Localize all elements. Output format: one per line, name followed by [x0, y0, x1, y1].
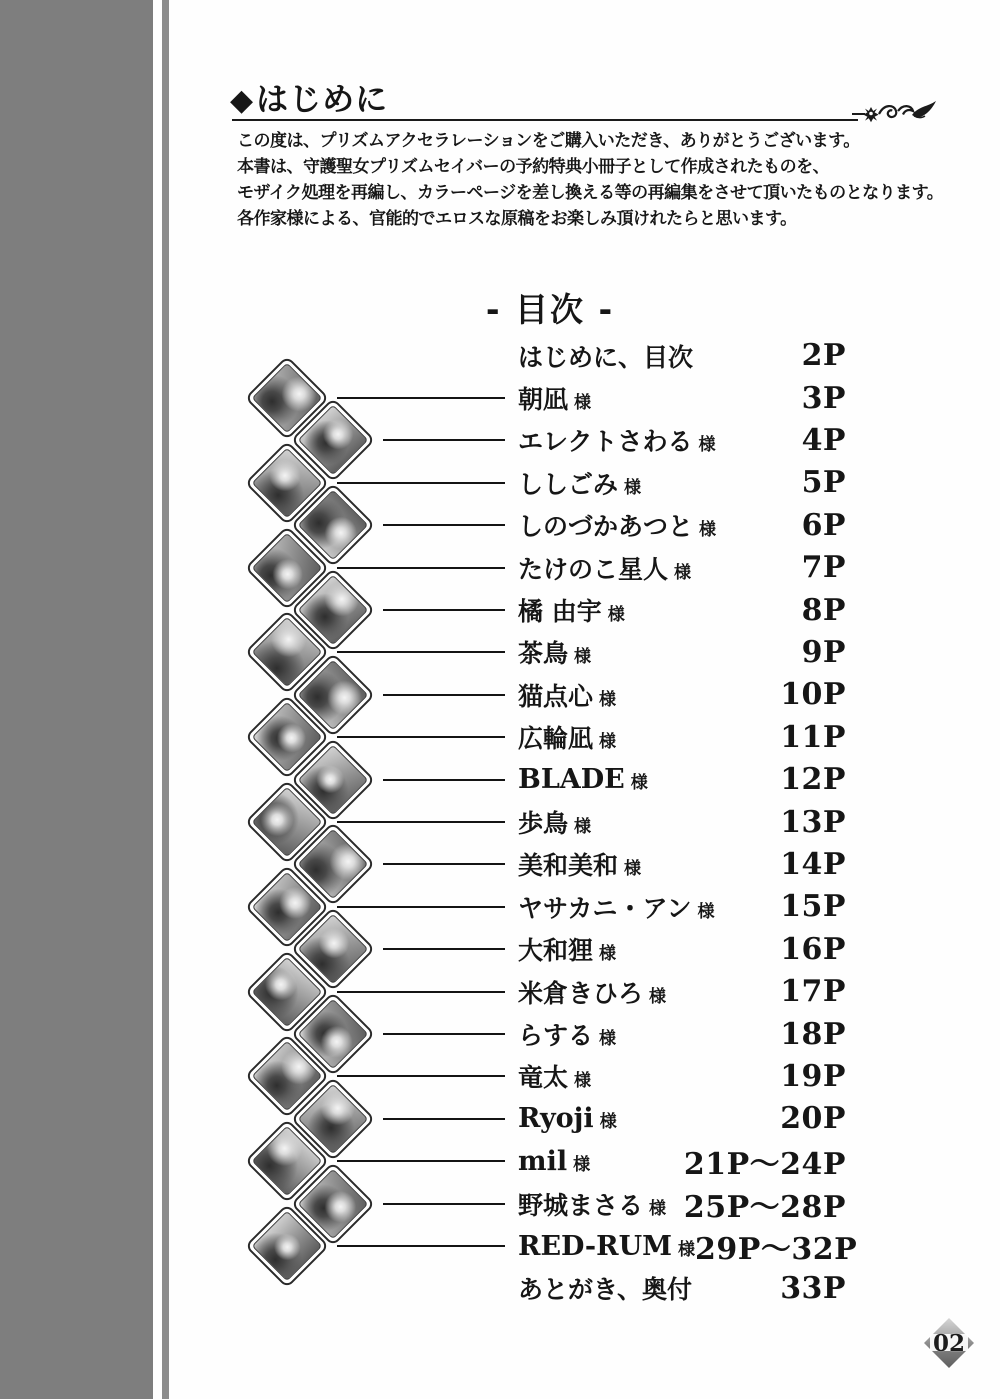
toc-entry-row [518, 971, 846, 1013]
page-number: 3P [801, 380, 846, 416]
connector-line [337, 567, 505, 569]
artist-name: はじめに、目次 [518, 342, 694, 372]
honorific-label: 様 [607, 605, 625, 625]
connector-line [383, 1203, 505, 1205]
toc-entry-row [518, 589, 846, 631]
toc-entry-row [518, 1055, 846, 1097]
honorific-label: 様 [574, 393, 592, 413]
page-number: 5P [801, 465, 846, 501]
honorific-label: 様 [624, 859, 642, 880]
artist-name: 茶鳥 [518, 639, 569, 669]
toc-entry-row [518, 1140, 846, 1182]
artist-name: 竜太 [518, 1063, 569, 1093]
connector-line [337, 1160, 505, 1162]
spine-line [162, 0, 169, 1399]
entry-name-group [518, 1186, 666, 1222]
page-number: 25P〜28P [683, 1189, 846, 1225]
honorific-label: 様 [599, 1029, 617, 1049]
toc-entry-row [518, 886, 846, 928]
toc-entry-row [518, 759, 846, 801]
page-number: 02 [932, 1329, 965, 1357]
entry-name-group [518, 422, 716, 458]
page-number: 33P [780, 1270, 846, 1306]
toc-entry-row [518, 674, 846, 716]
artist-name: mil [518, 1145, 568, 1177]
entry-name-group [518, 338, 693, 374]
honorific-label: 様 [599, 944, 617, 965]
connector-line [337, 397, 505, 399]
intro-line: 本書は、守護聖女プリズムセイバーの予約特典小冊子として作成されたものを、 [237, 157, 830, 177]
entry-name-group [518, 507, 716, 543]
connector-line [383, 694, 505, 696]
honorific-label: 様 [599, 732, 617, 753]
artist-name: 大和狸 [518, 936, 594, 966]
honorific-label: 様 [699, 520, 717, 541]
entry-name-group [518, 592, 625, 628]
entry-name-group [518, 677, 616, 713]
intro-line: モザイク処理を再編し、カラーページを差し換える等の再編集をさせて頂いたものとなります。 [237, 183, 944, 203]
honorific-label: 様 [574, 647, 592, 668]
entry-name-group [518, 719, 616, 755]
honorific-label: 様 [678, 1239, 696, 1260]
entry-name-group [518, 846, 641, 882]
artist-name: 広輪凪 [518, 724, 594, 754]
toc-entry-row [518, 1267, 846, 1309]
toc-entry-row [518, 547, 846, 589]
toc-entry-row [518, 928, 846, 970]
page-number: 4P [801, 422, 846, 458]
toc-entry-row [518, 377, 846, 419]
page-number-badge [924, 1318, 974, 1368]
heading-underline [232, 119, 858, 121]
artist-name: 野城まさる [518, 1190, 644, 1220]
connector-line [383, 948, 505, 950]
entry-name-group [518, 1270, 692, 1306]
connector-line [337, 906, 505, 908]
artist-name: らする [518, 1021, 594, 1050]
connector-line [337, 1075, 505, 1077]
toc-entry-row [518, 419, 846, 461]
page-number: 19P [780, 1058, 846, 1094]
artist-name: 猫点心 [518, 681, 594, 711]
honorific-label: 様 [674, 562, 692, 583]
connector-line [383, 609, 505, 611]
page-number: 18P [780, 1016, 846, 1052]
entry-name-group [518, 764, 648, 795]
entry-name-group [518, 380, 591, 416]
page-number: 8P [801, 592, 846, 628]
scan-gutter-bar [0, 0, 153, 1399]
connector-line [383, 524, 505, 526]
connector-line [337, 821, 505, 823]
page-number: 14P [780, 846, 846, 882]
honorific-label: 様 [649, 986, 667, 1007]
honorific-label: 様 [574, 817, 592, 837]
entry-name-group [518, 465, 641, 501]
entry-name-group [518, 931, 616, 967]
entry-name-group [518, 889, 715, 925]
toc-entry-row [518, 801, 846, 843]
toc-entry-row [518, 462, 846, 504]
artist-name: 歩鳥 [518, 809, 569, 838]
toc-entry-row [518, 504, 846, 546]
flourish-ornament [852, 98, 938, 130]
artist-name: エレクトさわる [518, 427, 693, 457]
page-number: 7P [801, 550, 846, 586]
toc-entry-row [518, 1225, 858, 1267]
honorific-label: 様 [698, 435, 716, 456]
connector-line [337, 1245, 505, 1247]
artist-name: しのづかあつと [518, 512, 694, 542]
honorific-label: 様 [573, 1154, 591, 1175]
toc-entry-row [518, 716, 846, 758]
section-heading-label: はじめに [256, 80, 389, 118]
toc-title: - 目次 - [485, 290, 615, 329]
toc-entry-row [518, 631, 846, 673]
page-number: 13P [780, 804, 846, 840]
honorific-label: 様 [649, 1198, 667, 1219]
artist-name: 米倉きひろ [518, 978, 644, 1008]
entry-name-group [518, 804, 591, 840]
page-number: 21P〜24P [683, 1147, 846, 1183]
diamond-bullet-icon: ◆ [230, 83, 255, 118]
page-number: 16P [780, 931, 846, 967]
page-number: 12P [780, 762, 846, 798]
connector-line [337, 991, 505, 993]
entry-name-group [518, 1058, 591, 1094]
toc-entry-row [518, 1013, 846, 1055]
entry-name-group [518, 550, 691, 586]
page-number: 11P [780, 719, 846, 755]
connector-line [383, 1118, 505, 1120]
toc-entry-row [518, 1183, 846, 1225]
artist-name: RED-RUM [518, 1230, 673, 1262]
entry-name-group [518, 1146, 590, 1177]
artist-name: ヤサカニ・アン [518, 893, 692, 923]
entry-name-group [518, 974, 666, 1010]
honorific-label: 様 [599, 689, 617, 710]
honorific-label: 様 [574, 1071, 592, 1092]
honorific-label: 様 [624, 477, 642, 498]
connector-line [383, 439, 505, 441]
toc-entry-row [518, 843, 846, 885]
page-number: 10P [780, 677, 846, 713]
artist-name: 美和美和 [518, 851, 619, 881]
honorific-label: 様 [697, 901, 715, 922]
artist-name: 橘 由宇 [518, 597, 602, 626]
entry-name-group [518, 1016, 616, 1052]
intro-line: 各作家様による、官能的でエロスな原稿をお楽しみ頂けれたらと思います。 [237, 209, 797, 229]
page-number: 6P [801, 507, 846, 543]
artist-name: ししごみ [518, 469, 619, 499]
connector-line [383, 779, 505, 781]
artist-name: Ryoji [518, 1103, 594, 1135]
entry-name-group [518, 1103, 617, 1134]
page-number: 17P [780, 974, 846, 1010]
connector-line [337, 651, 505, 653]
artist-name: あとがき、奥付 [518, 1275, 693, 1305]
entry-name-group [518, 634, 591, 670]
page-number: 20P [780, 1101, 846, 1137]
scan-gutter-gap [153, 0, 162, 1399]
artist-name: BLADE [518, 764, 625, 796]
toc-entry-row [518, 1098, 846, 1140]
connector-line [337, 736, 505, 738]
connector-line [383, 863, 505, 865]
artist-name: たけのこ星人 [518, 554, 669, 584]
page-number: 29P〜32P [695, 1232, 858, 1267]
page-number: 9P [801, 634, 846, 670]
page-number: 2P [801, 338, 846, 374]
intro-line: この度は、プリズムアクセラレーションをご購入いただき、ありがとうございます。 [237, 131, 860, 151]
artist-name: 朝凪 [518, 385, 569, 414]
toc-entry-row [518, 335, 846, 377]
section-heading [230, 74, 388, 120]
intro-paragraph [237, 128, 967, 232]
connector-line [337, 482, 505, 484]
honorific-label: 様 [630, 773, 648, 794]
honorific-label: 様 [599, 1112, 617, 1133]
entry-name-group [518, 1231, 695, 1262]
connector-line [383, 1033, 505, 1035]
page-number: 15P [780, 889, 846, 925]
